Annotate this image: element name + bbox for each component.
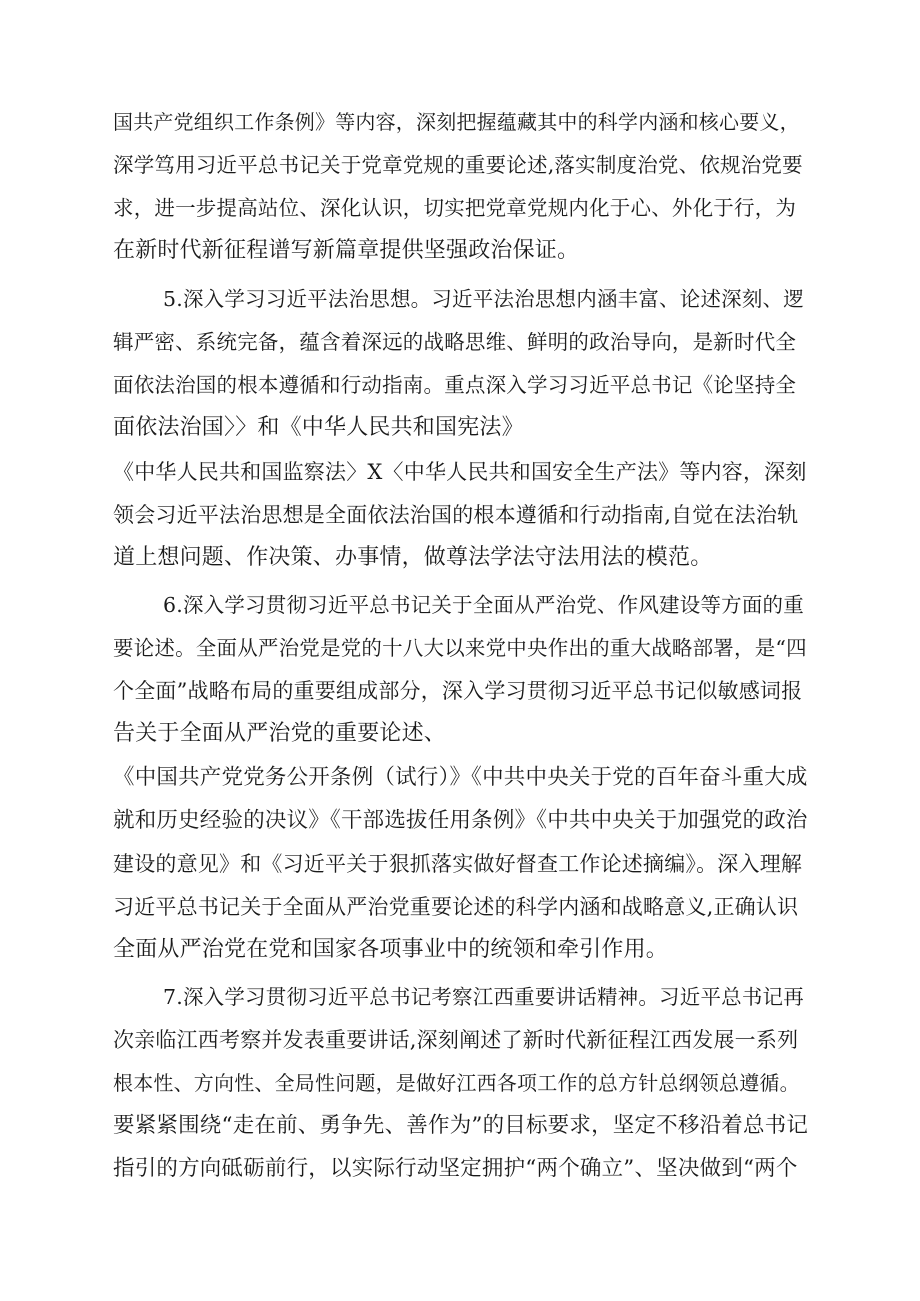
text-line: 《中国共产党党务公开条例（试行）》《中共中央关于党的百年奋斗重大成 xyxy=(113,765,808,790)
text-line: 领会习近平法治思想是全面依法治国的根本遵循和行动指南,自觉在法治轨 xyxy=(113,503,799,527)
text-line: 个全面”战略布局的重要组成部分，深入学习贯彻习近平总书记似敏感词报 xyxy=(113,679,803,703)
text-line: 道上想问题、作决策、办事情，做尊法学法守法用法的模范。 xyxy=(113,545,713,570)
text-line: 5.深入学习习近平法治思想。习近平法治思想内涵丰富、论述深刻、逻 xyxy=(163,287,804,311)
text-line: 全面从严治党在党和国家各项事业中的统领和牵引作用。 xyxy=(113,937,669,962)
text-line: 辑严密、系统完备，蕴含着深远的战略思维、鲜明的政治导向，是新时代全 xyxy=(113,330,797,354)
text-line: 面依法治国〉〉和《中华人民共和国宪法》 xyxy=(113,415,524,440)
text-line: 求，进一步提高站位、深化认识，切实把党章党规内化于心、外化于行，为 xyxy=(113,196,797,220)
text-line: 告关于全面从严治党的重要论述、 xyxy=(113,721,447,746)
text-line: 7.深入学习贯彻习近平总书记考察江西重要讲话精神。习近平总书记再 xyxy=(163,985,804,1009)
text-line: 国共产党组织工作条例》等内容，深刻把握蕴藏其中的科学内涵和核心要义， xyxy=(113,110,800,134)
text-line: 面依法治国的根本遵循和行动指南。重点深入学习习近平总书记《论坚持全 xyxy=(113,373,797,397)
text-line: 根本性、方向性、全局性问题，是做好江西各项工作的总方针总纲领总遵循。 xyxy=(113,1071,800,1095)
text-line: 建设的意见》和《习近平关于狠抓落实做好督查工作论述摘编》。深入理解 xyxy=(113,852,803,876)
text-line: 6.深入学习贯彻习近平总书记关于全面从严治党、作风建设等方面的重 xyxy=(163,593,804,617)
text-line: 要论述。全面从严治党是党的十八大以来党中央作出的重大战略部署，是“四 xyxy=(113,636,807,660)
text-line: 就和历史经验的决议》《干部选拔任用条例》《中共中央关于加强党的政治 xyxy=(113,808,808,833)
text-line: 要紧紧围绕“走在前、勇争先、善作为”的目标要求，坚定不移沿着总书记 xyxy=(113,1113,809,1138)
text-line: 指引的方向砥砺前行，以实际行动坚定拥护“两个确立”、坚决做到“两个 xyxy=(113,1156,798,1181)
text-line: 次亲临江西考察并发表重要讲话,深刻阐述了新时代新征程江西发展一系列 xyxy=(113,1028,799,1052)
text-line: 在新时代新征程谱写新篇章提供坚强政治保证。 xyxy=(113,238,580,263)
text-line: 《中华人民共和国监察法〉X〈中华人民共和国安全生产法》等内容，深刻 xyxy=(113,460,807,484)
text-line: 深学笃用习近平总书记关于党章党规的重要论述,落实制度治党、依规治党要 xyxy=(113,153,803,177)
text-line: 习近平总书记关于全面从严治党重要论述的科学内涵和战略意义,正确认识 xyxy=(113,895,799,919)
